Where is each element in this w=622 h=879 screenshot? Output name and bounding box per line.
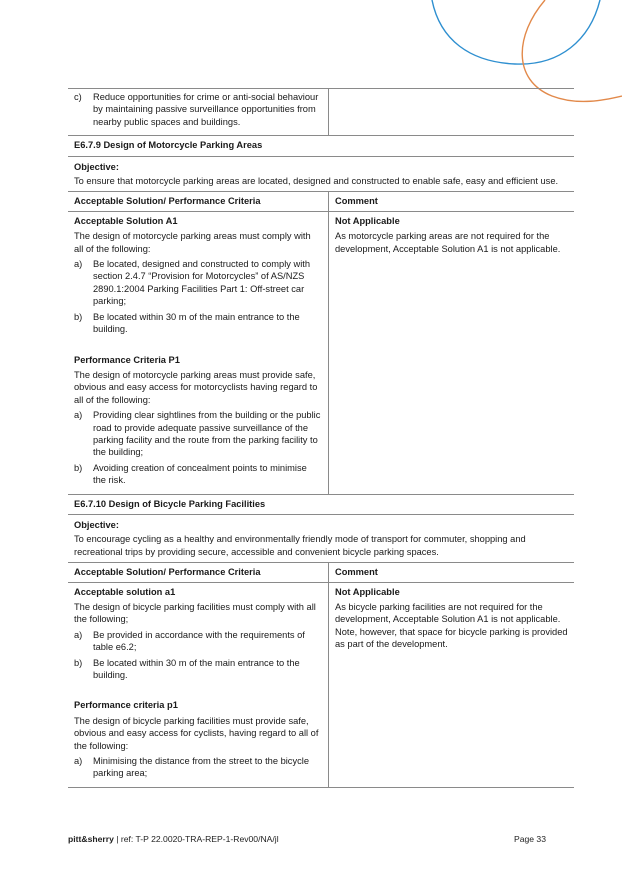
orange-arc-decoration — [522, 0, 622, 101]
table-row — [68, 212, 574, 495]
criteria-cell — [68, 89, 328, 135]
list-item — [74, 629, 322, 654]
objective-label: Objective: — [74, 161, 119, 172]
performance-criteria-title: Performance Criteria P1 — [74, 354, 180, 365]
performance-criteria-title: Performance criteria p1 — [74, 700, 178, 711]
list-text: Be located, designed and constructed to comply with section 2.4.7 “Provision for Motorcycles” of AS/NZS 2890.1:2004 Parking Facilities Part 1: Off-street car parking; — [93, 259, 311, 307]
acceptable-solution-title: Acceptable solution a1 — [74, 586, 176, 597]
comment-text: As bicycle parking facilities are not required for the development, Acceptable Solution A1 is not applicable. Note, however, that space for bicycle parking is provided as part of the development. — [335, 602, 568, 650]
objective-block — [68, 157, 574, 193]
column-header-criteria: Acceptable Solution/ Performance Criteria — [74, 196, 261, 207]
comment-text: As motorcycle parking areas are not required for the development, Acceptable Solution A1 is not applicable. — [335, 231, 561, 254]
list-marker: b) — [74, 657, 83, 668]
list-text: Providing clear sightlines from the building or the public road to provide adequate passive surveillance of the parking facility and the route from the parking facility to the building; — [93, 410, 321, 458]
list-text: Be located within 30 m of the main entrance to the building. — [93, 657, 300, 681]
list-marker: a) — [74, 410, 83, 421]
table-row — [68, 583, 574, 788]
list-text: Minimising the distance from the street to the bicycle parking area; — [93, 756, 309, 779]
criteria-cell — [68, 212, 328, 494]
list-item — [74, 462, 322, 487]
objective-label: Objective: — [74, 519, 119, 530]
comment-title: Not Applicable — [335, 586, 400, 597]
section-heading-motorcycle: E6.7.9 Design of Motorcycle Parking Areas — [68, 136, 574, 156]
criteria-cell — [68, 583, 328, 787]
acceptable-solution-intro: The design of bicycle parking facilities must comply with all the following; — [74, 602, 316, 625]
list-item — [74, 657, 322, 682]
performance-criteria-intro: The design of motorcycle parking areas must provide safe, obvious and easy access for motorcyclists having regard to all of the following: — [74, 369, 318, 405]
comment-cell — [328, 583, 574, 787]
list-marker: c) — [74, 92, 82, 102]
list-text: Reduce opportunities for crime or anti-social behaviour by maintaining passive surveillance opportunities from nearby public spaces and buildings. — [93, 92, 319, 127]
list-marker: a) — [74, 756, 83, 767]
table-header-row — [68, 563, 574, 582]
comment-cell — [328, 212, 574, 494]
table-row — [68, 88, 574, 136]
document-body — [68, 88, 574, 788]
list-text: Be located within 30 m of the main entrance to the building. — [93, 311, 300, 335]
list-item — [74, 409, 322, 459]
comment-cell — [328, 89, 574, 135]
list-item — [74, 311, 322, 336]
footer-ref-text: | ref: T-P 22.0020-TRA-REP-1-Rev00/NA/jl — [113, 834, 279, 844]
objective-text: To ensure that motorcycle parking areas are located, designed and constructed to enable safe, easy and efficient use. — [74, 176, 559, 187]
list-marker: a) — [74, 259, 83, 270]
objective-block — [68, 515, 574, 563]
page-number: Page 33 — [513, 834, 546, 844]
section-heading-bicycle: E6.7.10 Design of Bicycle Parking Facilities — [68, 495, 574, 515]
list-item — [74, 258, 322, 308]
column-header-criteria: Acceptable Solution/ Performance Criteria — [74, 567, 261, 578]
acceptable-solution-intro: The design of motorcycle parking areas must comply with all of the following: — [74, 231, 311, 254]
table-header-row — [68, 192, 574, 211]
column-header-comment: Comment — [328, 192, 574, 210]
list-item — [74, 91, 322, 128]
page-footer — [68, 833, 546, 845]
list-text: Avoiding creation of concealment points to minimise the risk. — [93, 462, 307, 486]
list-marker: b) — [74, 311, 83, 322]
performance-criteria-intro: The design of bicycle parking facilities must provide safe, obvious and easy access for cyclists, having regard to all of the following: — [74, 715, 319, 751]
list-marker: a) — [74, 629, 83, 640]
list-item — [74, 755, 322, 780]
column-header-comment: Comment — [328, 563, 574, 581]
comment-title: Not Applicable — [335, 215, 400, 226]
blue-arc-decoration — [432, 0, 600, 64]
objective-text: To encourage cycling as a healthy and environmentally friendly mode of transport for commuter, shopping and recreational trips by providing secure, accessible and convenient bicycle parking spaces. — [74, 534, 526, 557]
footer-brand: pitt&sherry — [68, 834, 114, 844]
list-marker: b) — [74, 462, 83, 473]
footer-reference — [68, 833, 279, 845]
acceptable-solution-title: Acceptable Solution A1 — [74, 215, 178, 226]
list-text: Be provided in accordance with the requirements of table e6.2; — [93, 629, 305, 653]
